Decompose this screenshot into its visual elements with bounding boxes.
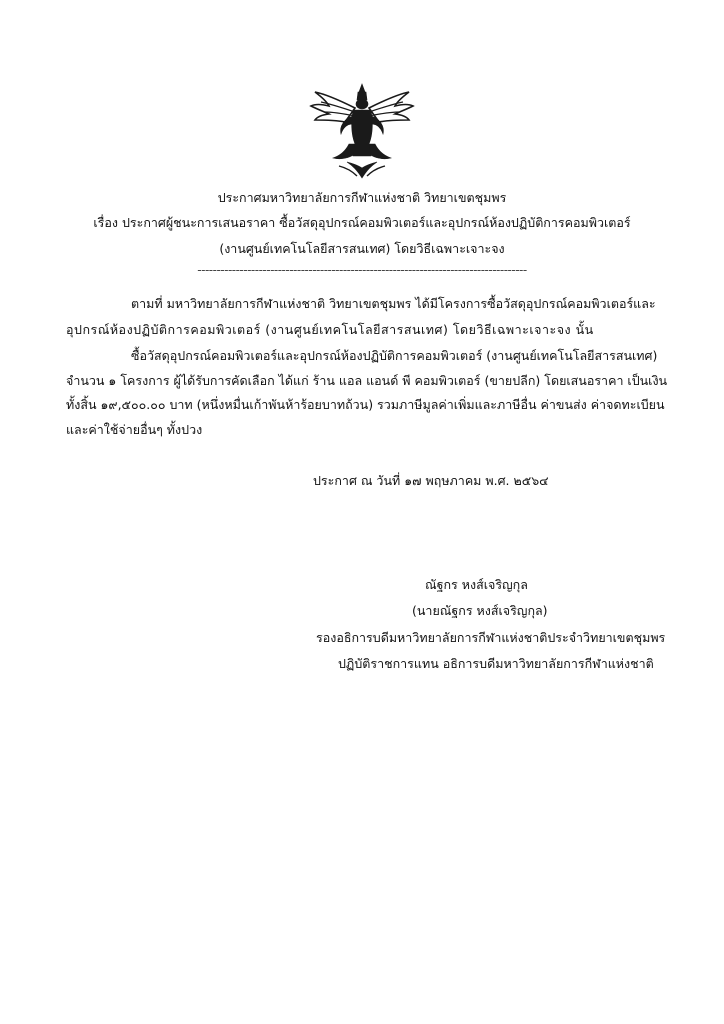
- signatory-full-name: (นายณัฐกร หงส์เจริญกุล): [412, 603, 548, 618]
- body-paragraph-line: ตามที่ มหาวิทยาลัยการกีฬาแห่งชาติ วิทยาเขตชุมพร ได้มีโครงการซื้อวัสดุอุปกรณ์คอมพิวเตอร์และ: [131, 296, 656, 311]
- header-divider: --------------------------------------------------------------------------------------: [197, 263, 527, 277]
- announcement-subject-cont: (งานศูนย์เทคโนโลยีสารสนเทศ) โดยวิธีเฉพาะเจาะจง: [219, 241, 505, 256]
- body-paragraph-line: จำนวน ๑ โครงการ ผู้ได้รับการคัดเลือก ได้แก่ ร้าน แอล แอนด์ พี คอมพิวเตอร์ (ขายปลีก) โดยเสนอราคา เป็นเงิน: [66, 373, 668, 388]
- body-paragraph-line: ทั้งสิ้น ๑๙,๕๐๐.๐๐ บาท (หนึ่งหมื่นเก้าพันห้าร้อยบาทถ้วน) รวมภาษีมูลค่าเพิ่มและภาษีอื่น ค่าขนส่ง ค่าจดทะเบียน: [66, 397, 665, 412]
- signature-name: ณัฐกร หงส์เจริญกุล: [425, 577, 528, 592]
- signatory-position: รองอธิการบดีมหาวิทยาลัยการกีฬาแห่งชาติประจำวิทยาเขตชุมพร: [316, 630, 666, 645]
- body-paragraph-line: ซื้อวัสดุอุปกรณ์คอมพิวเตอร์และอุปกรณ์ห้องปฏิบัติการคอมพิวเตอร์ (งานศูนย์เทคโนโลยีสารสนเทศ): [131, 348, 658, 363]
- announcement-subject: เรื่อง ประกาศผู้ชนะการเสนอราคา ซื้อวัสดุอุปกรณ์คอมพิวเตอร์และอุปกรณ์ห้องปฏิบัติการคอมพิวเตอร์: [93, 215, 631, 230]
- announcement-date: ประกาศ ณ วันที่ ๑๗ พฤษภาคม พ.ศ. ๒๕๖๔: [313, 473, 549, 488]
- announcement-title: ประกาศมหาวิทยาลัยการกีฬาแห่งชาติ วิทยาเขตชุมพร: [217, 190, 507, 205]
- garuda-emblem-icon: [309, 82, 415, 180]
- signatory-acting-for: ปฏิบัติราชการแทน อธิการบดีมหาวิทยาลัยการกีฬาแห่งชาติ: [338, 656, 654, 671]
- body-paragraph-line: อุปกรณ์ห้องปฏิบัติการคอมพิวเตอร์ (งานศูนย์เทคโนโลยีสารสนเทศ) โดยวิธีเฉพาะเจาะจง นั้น: [66, 322, 594, 337]
- body-paragraph-line: และค่าใช้จ่ายอื่นๆ ทั้งปวง: [66, 422, 203, 437]
